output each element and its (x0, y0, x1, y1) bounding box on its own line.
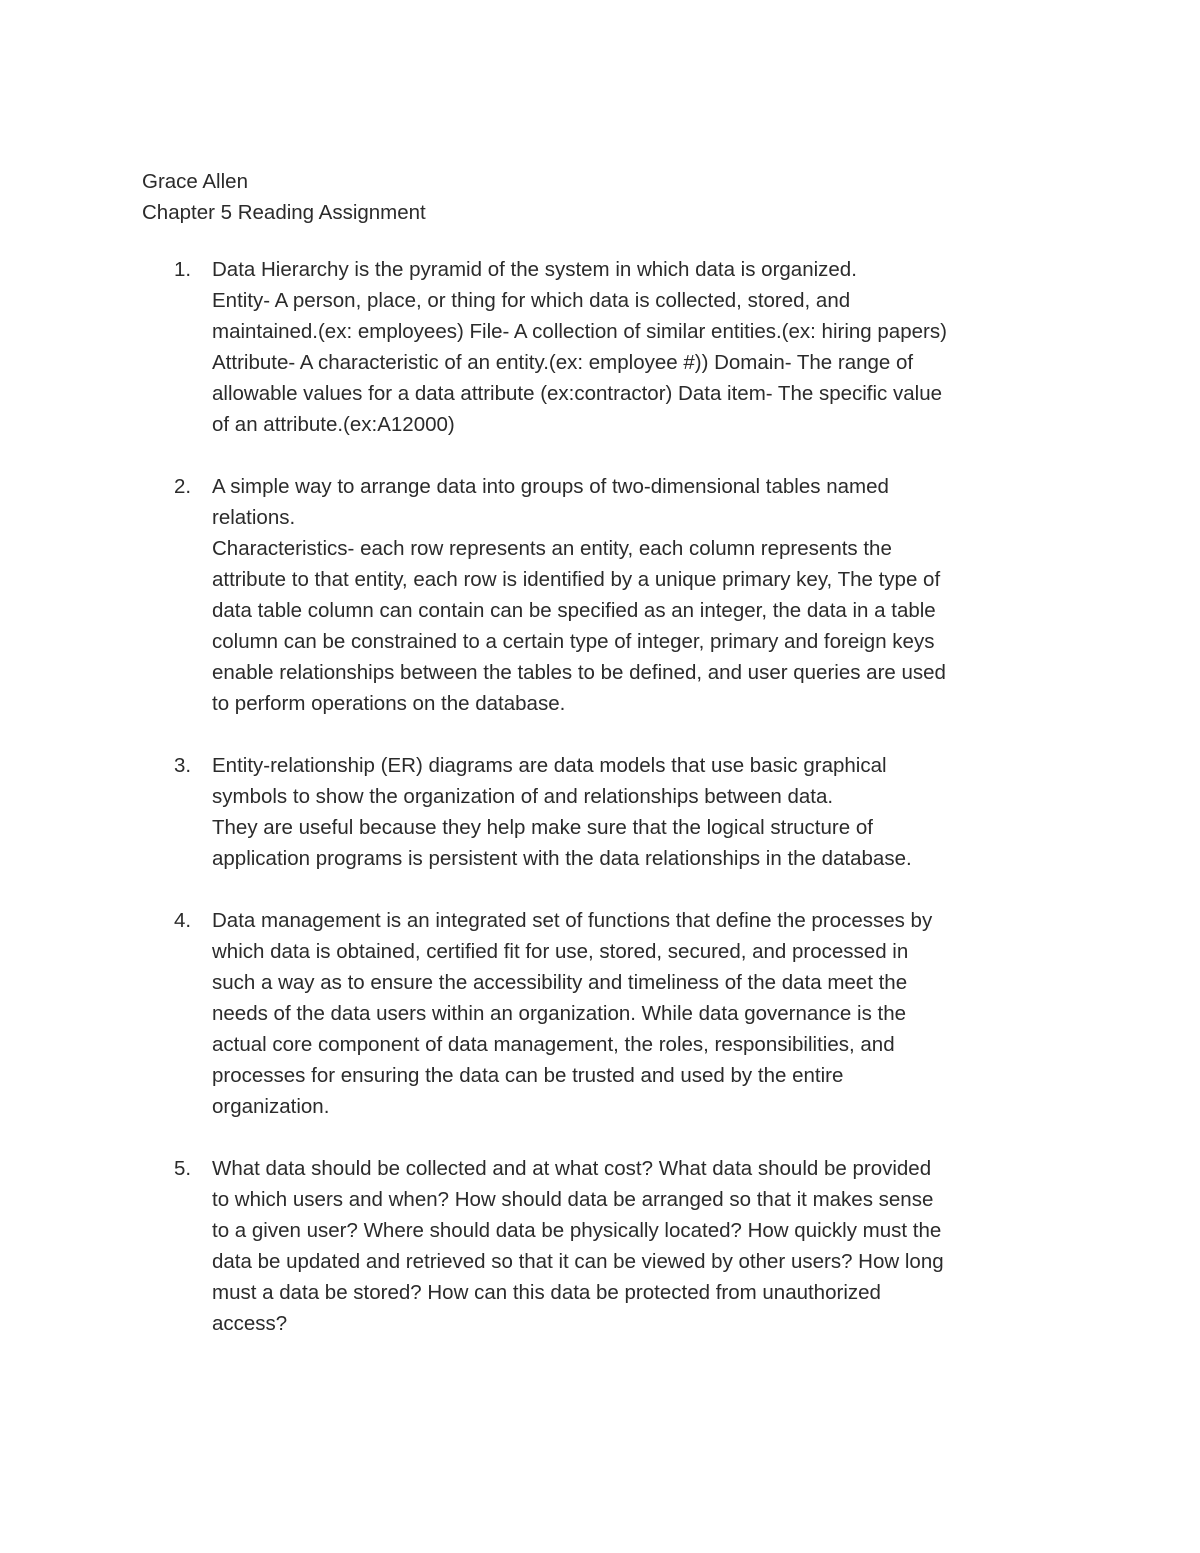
answer-line: enable relationships between the tables to be defined, and user queries are used (212, 661, 946, 684)
answer-number: 1. (174, 258, 192, 281)
answer-number: 5. (174, 1157, 192, 1180)
answer-line: data be updated and retrieved so that it can be viewed by other users? How long (212, 1250, 944, 1273)
answer-item-1 (142, 254, 1062, 440)
answer-line: A simple way to arrange data into groups of two-dimensional tables named (212, 475, 889, 498)
answer-line: organization. (212, 1095, 330, 1118)
answer-line: such a way as to ensure the accessibility and timeliness of the data meet the (212, 971, 908, 994)
answer-number: 4. (174, 909, 192, 932)
answer-line: Attribute- A characteristic of an entity.(ex: employee #)) Domain- The range of (212, 351, 914, 374)
answer-line: to which users and when? How should data be arranged so that it makes sense (212, 1188, 934, 1211)
answer-line: column can be constrained to a certain type of integer, primary and foreign keys (212, 630, 935, 653)
answer-line: Entity-relationship (ER) diagrams are data models that use basic graphical (212, 754, 887, 777)
answer-item-2 (142, 471, 1062, 719)
answer-line: must a data be stored? How can this data be protected from unauthorized (212, 1281, 881, 1304)
answer-line: to a given user? Where should data be physically located? How quickly must the (212, 1219, 942, 1242)
answer-item-4 (142, 905, 1062, 1122)
answer-line: of an attribute.(ex:A12000) (212, 413, 455, 436)
answer-line: Data Hierarchy is the pyramid of the system in which data is organized. (212, 258, 857, 281)
answer-list (142, 254, 1062, 1370)
answer-line: relations. (212, 506, 296, 529)
assignment-title: Chapter 5 Reading Assignment (142, 201, 426, 224)
answer-item-5 (142, 1153, 1062, 1339)
answer-line: Entity- A person, place, or thing for which data is collected, stored, and (212, 289, 851, 312)
answer-line: processes for ensuring the data can be trusted and used by the entire (212, 1064, 844, 1087)
answer-line: maintained.(ex: employees) File- A collection of similar entities.(ex: hiring papers) (212, 320, 947, 343)
answer-line: What data should be collected and at what cost? What data should be provided (212, 1157, 932, 1180)
answer-line: application programs is persistent with the data relationships in the database. (212, 847, 912, 870)
answer-line: needs of the data users within an organization. While data governance is the (212, 1002, 907, 1025)
document-header (142, 166, 1062, 228)
answer-line: allowable values for a data attribute (ex:contractor) Data item- The specific value (212, 382, 943, 405)
answer-number: 2. (174, 475, 192, 498)
answer-line: Characteristics- each row represents an entity, each column represents the (212, 537, 892, 560)
answer-line: symbols to show the organization of and relationships between data. (212, 785, 834, 808)
answer-line: which data is obtained, certified fit for use, stored, secured, and processed in (212, 940, 909, 963)
author-name: Grace Allen (142, 170, 248, 193)
answer-number: 3. (174, 754, 192, 777)
answer-line: access? (212, 1312, 288, 1335)
answer-line: attribute to that entity, each row is identified by a unique primary key, The type of (212, 568, 941, 591)
answer-line: actual core component of data management, the roles, responsibilities, and (212, 1033, 895, 1056)
answer-item-3 (142, 750, 1062, 874)
answer-line: to perform operations on the database. (212, 692, 566, 715)
answer-line: Data management is an integrated set of functions that define the processes by (212, 909, 933, 932)
answer-line: They are useful because they help make sure that the logical structure of (212, 816, 873, 839)
answer-line: data table column can contain can be specified as an integer, the data in a table (212, 599, 936, 622)
